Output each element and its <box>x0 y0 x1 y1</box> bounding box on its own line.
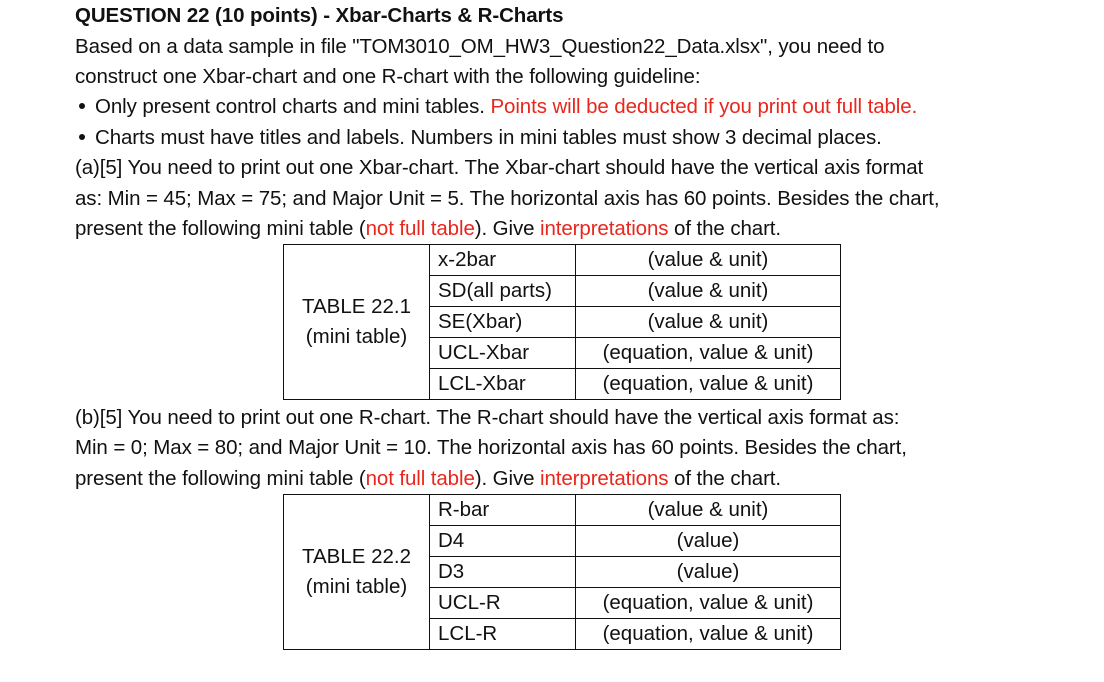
table-row-label: SE(Xbar) <box>430 307 576 338</box>
part-b-not-full-table: not full table <box>365 467 475 490</box>
table-row-label: D4 <box>430 526 576 557</box>
table-caption-title: TABLE 22.2 <box>301 545 412 568</box>
table-row-value: (equation, value & unit) <box>576 588 841 619</box>
intro-line-1: Based on a data sample in file "TOM3010_OM_HW3_Question22_Data.xlsx", you need to <box>75 35 885 58</box>
bullet-2 <box>75 122 882 153</box>
table-row-value: (value & unit) <box>576 307 841 338</box>
part-a-line-1: (a)[5] You need to print out one Xbar-chart. The Xbar-chart should have the vertical axis format <box>75 156 924 179</box>
part-b-interpretations: interpretations <box>540 467 669 490</box>
table-caption-subtitle: (mini table) <box>305 575 408 598</box>
table-row-label: UCL-Xbar <box>430 338 576 369</box>
table-row <box>284 245 841 276</box>
table-row-label: x-2bar <box>430 245 576 276</box>
part-a-line-3-end: of the chart. <box>668 217 781 240</box>
bullet-dot-icon <box>79 134 85 140</box>
table-row-value: (value & unit) <box>576 495 841 526</box>
table-row-value: (equation, value & unit) <box>576 619 841 650</box>
intro-line-2: construct one Xbar-chart and one R-chart with the following guideline: <box>75 65 701 88</box>
bullet-1-text: Only present control charts and mini tables. <box>95 95 485 118</box>
part-b-line-2: Min = 0; Max = 80; and Major Unit = 10. The horizontal axis has 60 points. Besides the chart, <box>75 436 907 459</box>
question-title: QUESTION 22 (10 points) - Xbar-Charts & R-Charts <box>75 4 564 27</box>
table-row-value: (equation, value & unit) <box>576 338 841 369</box>
table-row-label: D3 <box>430 557 576 588</box>
part-a-line-3-mid: ). Give <box>474 217 541 240</box>
table-row-value: (value) <box>576 557 841 588</box>
table-22-2 <box>283 494 841 650</box>
table-row-value: (equation, value & unit) <box>576 369 841 400</box>
table-caption-subtitle: (mini table) <box>305 325 408 348</box>
table-caption <box>284 495 430 650</box>
part-a-line-3-start: present the following mini table ( <box>75 217 366 240</box>
table-row-value: (value & unit) <box>576 245 841 276</box>
part-b-line-3-mid: ). Give <box>474 467 541 490</box>
part-a-interpretations: interpretations <box>540 217 669 240</box>
table-caption <box>284 245 430 400</box>
part-b-line-1: (b)[5] You need to print out one R-chart. The R-chart should have the vertical axis format as: <box>75 406 900 429</box>
part-b-line-3 <box>75 463 781 494</box>
part-b-line-3-start: present the following mini table ( <box>75 467 366 490</box>
bullet-1 <box>75 91 917 122</box>
table-row-label: LCL-R <box>430 619 576 650</box>
table-row-label: SD(all parts) <box>430 276 576 307</box>
table-row-value: (value) <box>576 526 841 557</box>
table-row-value: (value & unit) <box>576 276 841 307</box>
bullet-2-text: Charts must have titles and labels. Numbers in mini tables must show 3 decimal places. <box>95 126 882 149</box>
table-row-label: UCL-R <box>430 588 576 619</box>
part-a-line-2: as: Min = 45; Max = 75; and Major Unit = 5. The horizontal axis has 60 points. Besides the chart, <box>75 187 940 210</box>
table-22-1 <box>283 244 841 400</box>
part-a-line-3 <box>75 213 781 244</box>
bullet-dot-icon <box>79 103 85 109</box>
table-caption-title: TABLE 22.1 <box>301 295 412 318</box>
part-b-line-3-end: of the chart. <box>668 467 781 490</box>
bullet-1-warning: Points will be deducted if you print out full table. <box>490 95 918 118</box>
table-row-label: R-bar <box>430 495 576 526</box>
part-a-not-full-table: not full table <box>365 217 475 240</box>
table-row <box>284 495 841 526</box>
table-row-label: LCL-Xbar <box>430 369 576 400</box>
